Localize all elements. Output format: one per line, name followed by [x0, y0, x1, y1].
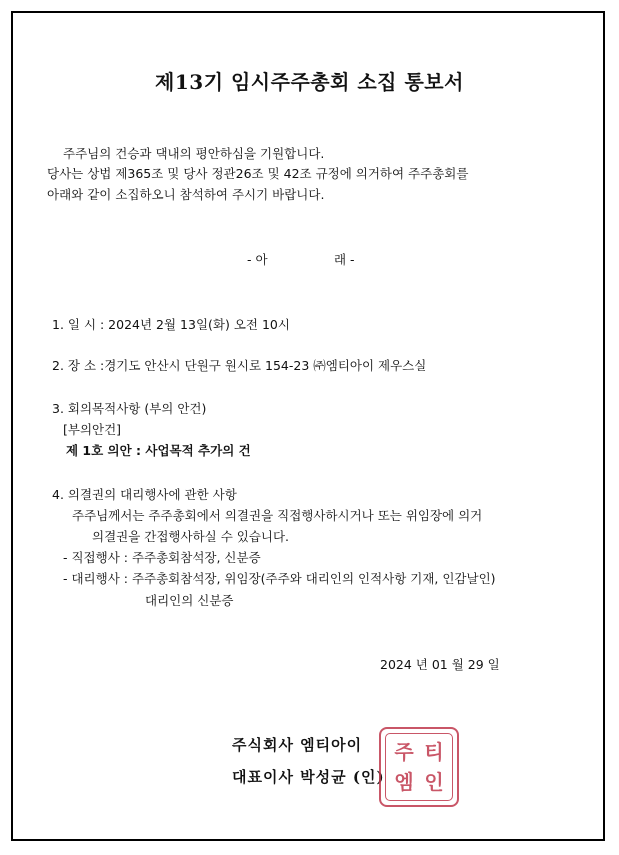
representative-name: 대표이사 박성균 (인) [232, 768, 385, 786]
greeting-line-2: 당사는 상법 제365조 및 당사 정관26조 및 42조 규정에 의거하여 주주총회를 [47, 166, 469, 181]
seal-char: 티 [424, 740, 444, 764]
agenda-sub-heading: [부의안건] [63, 422, 122, 437]
proxy-text-line-2: 의결권을 간접행사하실 수 있습니다. [92, 529, 290, 544]
seal-characters [389, 737, 449, 797]
document-title: 제13기 임시주주총회 소집 통보서 [155, 70, 464, 94]
greeting-line-1: 주주님의 건승과 댁내의 평안하심을 기원합니다. [63, 146, 325, 161]
item-agenda-heading: 3. 회의목적사항 (부의 안건) [52, 401, 207, 416]
greeting-line-3: 아래와 같이 소집하오니 참석하여 주시기 바랍니다. [47, 187, 325, 202]
seal-char: 인 [424, 770, 444, 794]
seal-char: 엠 [394, 770, 414, 794]
notice-heading-left: - 아 [247, 252, 268, 267]
direct-exercise-line: - 직접행사 : 주주총회참석장, 신분증 [63, 550, 261, 565]
seal-char: 주 [394, 740, 414, 764]
item-proxy-heading: 4. 의결권의 대리행사에 관한 사항 [52, 487, 237, 502]
agenda-item-1: 제 1호 의안 : 사업목적 추가의 건 [66, 443, 251, 458]
proxy-text-line-1: 주주님께서는 주주총회에서 의결권을 직접행사하시거나 또는 위임장에 의거 [72, 508, 483, 523]
company-name: 주식회사 엠티아이 [232, 736, 363, 754]
item-date-time: 1. 일 시 : 2024년 2월 13일(화) 오전 10시 [52, 317, 290, 332]
proxy-exercise-line: - 대리행사 : 주주총회참석장, 위임장(주주와 대리인의 인적사항 기재, 인감날인) [63, 571, 496, 586]
notice-date: 2024 년 01 월 29 일 [380, 657, 500, 672]
notice-heading-right: 래 - [334, 252, 355, 267]
proxy-exercise-continued: 대리인의 신분증 [145, 593, 234, 608]
company-seal-stamp [379, 727, 459, 807]
item-location: 2. 장 소 :경기도 안산시 단원구 원시로 154-23 ㈜엠티아이 제우스실 [52, 358, 427, 373]
